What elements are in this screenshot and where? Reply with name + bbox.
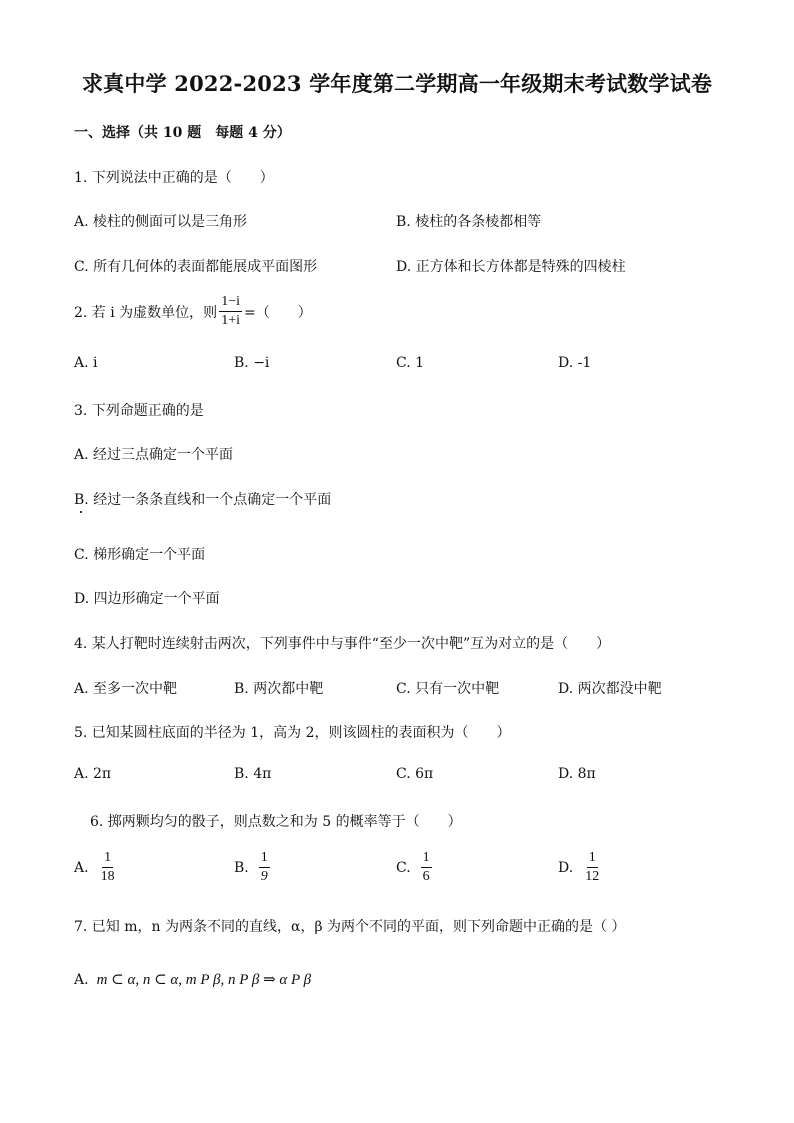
option-a-expression: m ⊂ α, n ⊂ α, m P β, n P β ⇒ α P β [96,972,312,988]
option-d-fraction [583,850,601,885]
option-d-label: D. [558,859,574,876]
question-6-option-a [74,850,119,885]
question-4-stem: 4. 某人打靶时连续射击两次，下列事件中与事件“至少一次中靶”互为对立的是（ ） [74,636,611,652]
question-3-option-c: C. 梯形确定一个平面 [74,547,206,563]
question-4-option-a: A. 至多一次中靶 [74,681,178,697]
question-1-option-a: A. 棱柱的侧面可以是三角形 [74,214,248,230]
question-5-option-d: D. 8π [558,766,596,782]
fraction-numerator: 1−i [219,294,242,312]
question-3-option-d: D. 四边形确定一个平面 [74,591,220,607]
question-5-option-a: A. 2π [74,766,112,782]
option-c-fraction [421,850,432,885]
question-7-option-a [74,970,311,989]
fraction-numerator: 1 [259,850,270,868]
question-7-stem: 7. 已知 m，n 为两条不同的直线，α，β 为两个不同的平面，则下列命题中正确的是（ ） [74,919,626,935]
question-6-option-b [234,850,272,885]
fraction-denominator: 6 [422,869,430,885]
question-3-stem: 3. 下列命题正确的是 [74,403,204,419]
fraction-numerator: 1 [421,850,432,868]
stray-mark [80,511,82,513]
fraction-denominator: 12 [585,869,600,885]
question-6-stem: 6. 掷两颗均匀的骰子，则点数之和为 5 的概率等于（ ） [90,814,462,830]
option-a-fraction [99,850,117,885]
question-6-option-d [558,850,603,885]
question-3-option-a: A. 经过三点确定一个平面 [74,447,234,463]
question-4-option-c: C. 只有一次中靶 [396,681,500,697]
fraction-denominator: 18 [100,869,115,885]
question-2-option-b: B. −i [234,355,270,371]
option-c-label: C. [396,859,411,876]
question-4-option-d: D. 两次都没中靶 [558,681,662,697]
question-2-option-c: C. 1 [396,355,425,371]
question-2-option-d: D. -1 [558,355,592,371]
question-2-stem [74,294,312,329]
question-6-option-c [396,850,434,885]
option-b-label: B. [234,859,249,876]
question-4-option-b: B. 两次都中靶 [234,681,324,697]
question-2-stem-prefix: 2. 若 i 为虚数单位，则 [74,304,218,321]
fraction-denominator: 9 [260,869,268,885]
question-5-option-b: B. 4π [234,766,272,782]
fraction-numerator: 1 [102,850,113,868]
fraction-numerator: 1 [587,850,598,868]
option-b-fraction [259,850,270,885]
option-a-label: A. [74,859,89,876]
question-5-stem: 5. 已知某圆柱底面的半径为 1，高为 2，则该圆柱的表面积为（ ） [74,725,511,741]
option-a-label: A. [74,972,89,988]
question-1-option-d: D. 正方体和长方体都是特殊的四棱柱 [396,259,626,275]
question-1-stem: 1. 下列说法中正确的是（ ） [74,170,274,186]
question-3-option-b: B. 经过一条条直线和一个点确定一个平面 [74,492,332,508]
question-1-option-b: B. 棱柱的各条棱都相等 [396,214,542,230]
question-2-fraction [219,294,242,329]
page-title: 求真中学 2022-2023 学年度第二学期高一年级期末考试数学试卷 [81,71,713,96]
question-2-option-a: A. i [74,355,98,371]
question-1-option-c: C. 所有几何体的表面都能展成平面图形 [74,259,318,275]
question-2-stem-suffix: =（ ） [243,304,312,321]
fraction-denominator: 1+i [221,313,240,329]
section-heading: 一、选择（共 10 题 每题 4 分） [74,125,291,141]
question-5-option-c: C. 6π [396,766,434,782]
